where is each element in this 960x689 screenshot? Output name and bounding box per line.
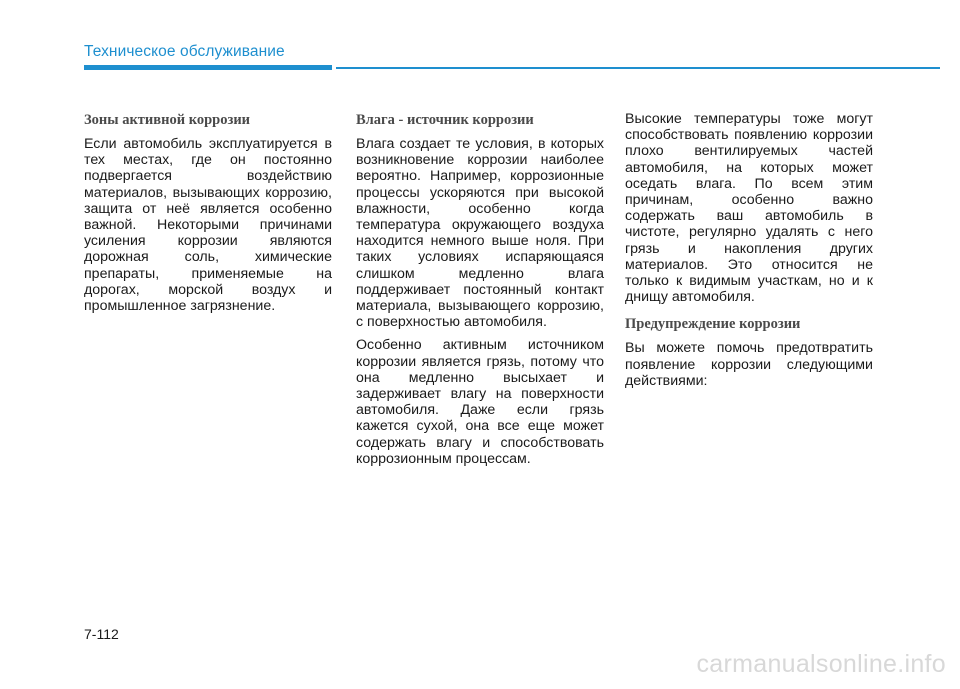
- page-number: 7-112: [84, 626, 119, 642]
- heading-active-corrosion-zones: Зоны активной коррозии: [84, 112, 251, 128]
- paragraph: Высокие температуры тоже могут способствовать появлению коррозии плохо вентилируемых частей автомобиля, на которых может оседать влага. По всем этим причинам, особенно важно содержать ваш автомобиль в чистоте, регулярно удалять с него грязь и накопления других материалов. Это относится не только к видимым участкам, но и к днищу автомобиля.: [625, 111, 873, 306]
- section-title: Техническое обслуживание: [84, 43, 285, 60]
- paragraph: Влага создает те условия, в которых возникновение коррозии наиболее вероятно. Например, коррозионные процессы ускоряются при высокой влажности, особенно когда температура окружающего воздуха находится немного выше ноля. При таких условиях испаряющаяся слишком медленно влага поддерживает постоянный контакт материала, вызывающего коррозию, с поверхностью автомобиля.: [356, 136, 604, 331]
- watermark: carmanualsonline.info: [696, 650, 946, 678]
- heading-moisture-source: Влага - источник коррозии: [356, 112, 534, 128]
- paragraph: Вы можете помочь предотвратить появление коррозии следующими действиями:: [625, 340, 873, 389]
- column-3: [625, 111, 873, 396]
- header-rule-thin: [336, 67, 940, 69]
- heading-corrosion-prevention: Предупреждение коррозии: [625, 316, 801, 333]
- column-1: [84, 111, 332, 321]
- header-rule-thick: [84, 65, 332, 70]
- paragraph: Особенно активным источником коррозии является грязь, потому что она медленно высыхает и задерживает влагу на поверхности автомобиля. Даже если грязь кажется сухой, она все еще может содержать влагу и способствовать коррозионным процессам.: [356, 337, 604, 467]
- column-2: [356, 111, 604, 474]
- paragraph: Если автомобиль эксплуатируется в тех местах, где он постоянно подвергается воздействию материалов, вызывающих коррозию, защита от неё является особенно важной. Некоторыми причинами усиления коррозии являются дорожная соль, химические препараты, применяемые на дорогах, морской воздух и промышленное загрязнение.: [84, 136, 332, 315]
